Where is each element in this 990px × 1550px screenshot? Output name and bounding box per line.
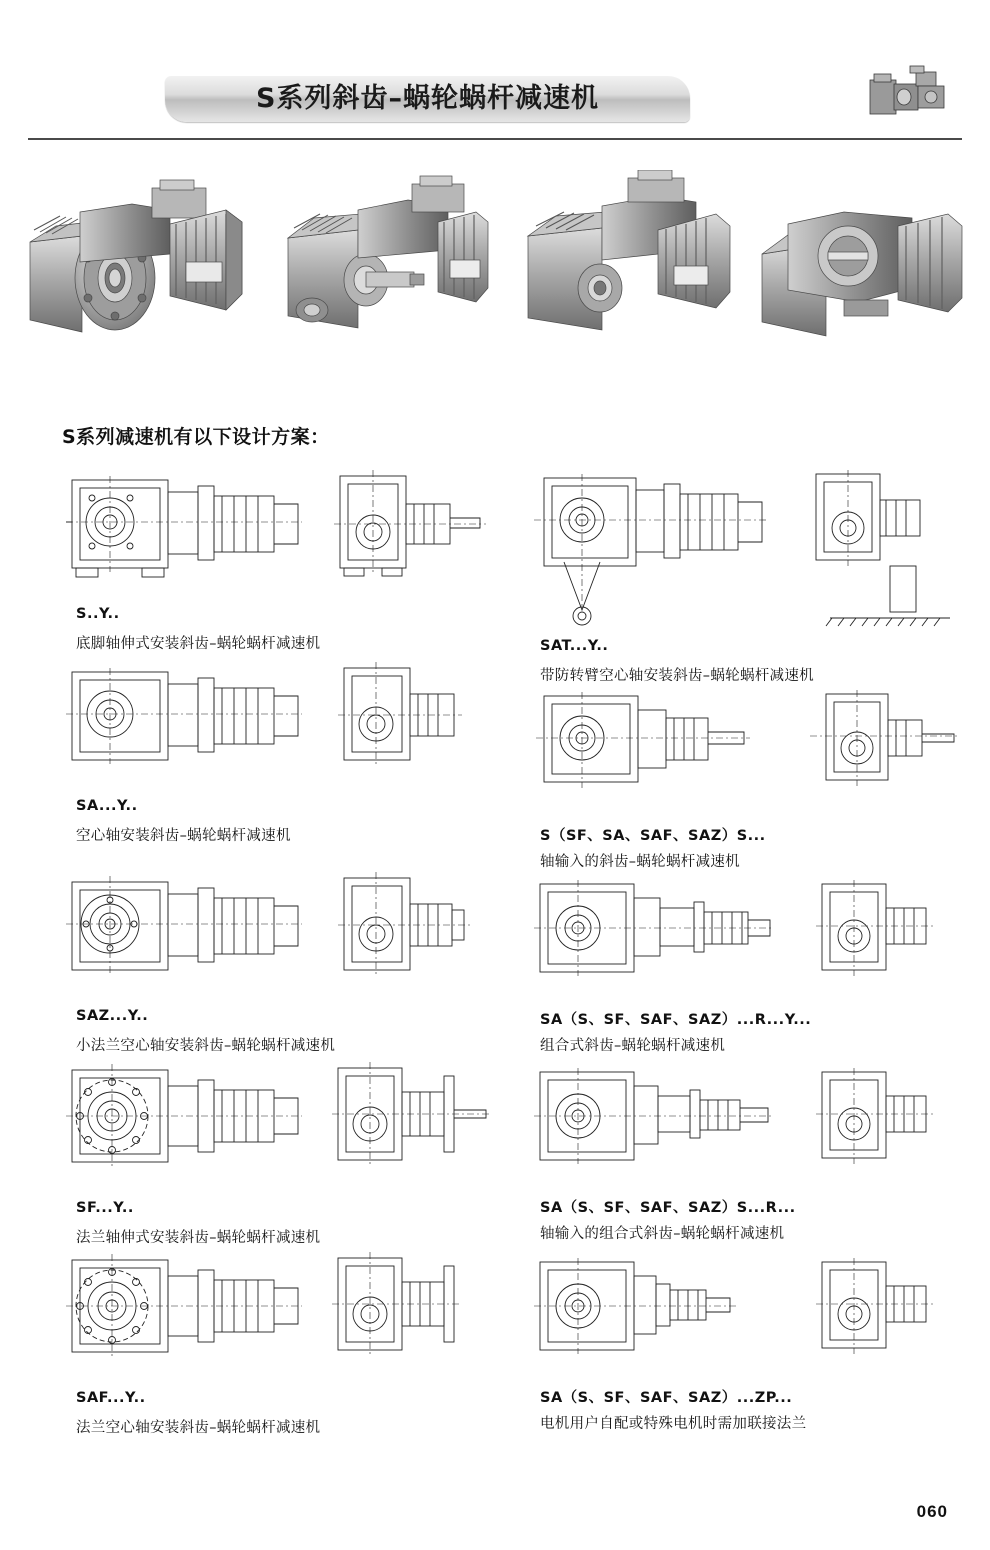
scheme-code-7: SA（S、SF、SAF、SAZ）S...R... <box>540 1200 796 1216</box>
photo-s-series-hollow-shaft-unit <box>508 170 738 360</box>
scheme-code-8: SAF...Y.. <box>76 1390 146 1406</box>
section-heading: S系列减速机有以下设计方案： <box>62 426 330 448</box>
scheme-code-6: SF...Y.. <box>76 1200 134 1216</box>
scheme-item-0 <box>62 470 492 652</box>
page-header <box>0 0 990 130</box>
scheme-drawing-flange-solid-shaft <box>62 1062 492 1192</box>
scheme-drawing-hollow-shaft <box>62 662 492 792</box>
scheme-code-4: SAZ...Y.. <box>76 1008 149 1024</box>
scheme-desc-9: 电机用户自配或特殊电机时需加联接法兰 <box>540 1416 807 1432</box>
scheme-item-1 <box>530 470 960 684</box>
header-divider <box>28 138 962 140</box>
photo-s-series-shaft-input-unit <box>748 170 973 360</box>
scheme-code-9: SA（S、SF、SAF、SAZ）...ZP... <box>540 1390 793 1406</box>
scheme-drawing-shaft-input-combination <box>530 1068 960 1188</box>
photo-s-series-flange-unit <box>20 170 250 360</box>
scheme-code-3: S（SF、SA、SAF、SAZ）S... <box>540 828 766 844</box>
scheme-drawing-combination-unit <box>530 880 960 1000</box>
scheme-code-0: S..Y.. <box>76 606 120 622</box>
scheme-item-2 <box>62 662 492 844</box>
scheme-desc-6: 法兰轴伸式安装斜齿–蜗轮蜗杆减速机 <box>76 1230 321 1246</box>
photo-s-series-foot-unit <box>262 170 492 360</box>
scheme-item-9 <box>530 1258 960 1432</box>
scheme-item-6 <box>62 1062 492 1246</box>
hero-photo-row <box>0 170 990 370</box>
scheme-desc-2: 空心轴安装斜齿–蜗轮蜗杆减速机 <box>76 828 291 844</box>
scheme-drawing-torque-arm-hollow-shaft <box>530 470 960 635</box>
scheme-drawing-shaft-input <box>530 690 960 810</box>
scheme-drawing-foot-mounted-solid-shaft <box>62 470 492 600</box>
scheme-desc-0: 底脚轴伸式安装斜齿–蜗轮蜗杆减速机 <box>76 636 321 652</box>
scheme-item-5 <box>530 880 960 1054</box>
scheme-code-5: SA（S、SF、SAF、SAZ）...R...Y... <box>540 1012 812 1028</box>
scheme-desc-5: 组合式斜齿–蜗轮蜗杆减速机 <box>540 1038 726 1054</box>
scheme-desc-7: 轴输入的组合式斜齿–蜗轮蜗杆减速机 <box>540 1226 785 1242</box>
scheme-desc-8: 法兰空心轴安装斜齿–蜗轮蜗杆减速机 <box>76 1420 321 1436</box>
scheme-item-4 <box>62 872 492 1054</box>
scheme-desc-4: 小法兰空心轴安装斜齿–蜗轮蜗杆减速机 <box>76 1038 336 1054</box>
scheme-desc-1: 带防转臂空心轴安装斜齿–蜗轮蜗杆减速机 <box>540 668 814 684</box>
scheme-code-1: SAT...Y.. <box>540 638 609 654</box>
scheme-drawing-adapter-flange-unit <box>530 1258 960 1378</box>
page-number: 060 <box>916 1502 948 1521</box>
scheme-desc-3: 轴输入的斜齿–蜗轮蜗杆减速机 <box>540 854 740 870</box>
title-plate <box>165 76 690 122</box>
gear-reducer-icon <box>864 62 950 124</box>
scheme-item-3 <box>530 690 960 870</box>
scheme-item-8 <box>62 1252 492 1436</box>
scheme-drawing-small-flange-hollow-shaft <box>62 872 492 1002</box>
scheme-item-7 <box>530 1068 960 1242</box>
page-title: S系列斜齿–蜗轮蜗杆减速机 <box>256 83 599 114</box>
scheme-drawing-flange-hollow-shaft <box>62 1252 492 1382</box>
scheme-code-2: SA...Y.. <box>76 798 138 814</box>
